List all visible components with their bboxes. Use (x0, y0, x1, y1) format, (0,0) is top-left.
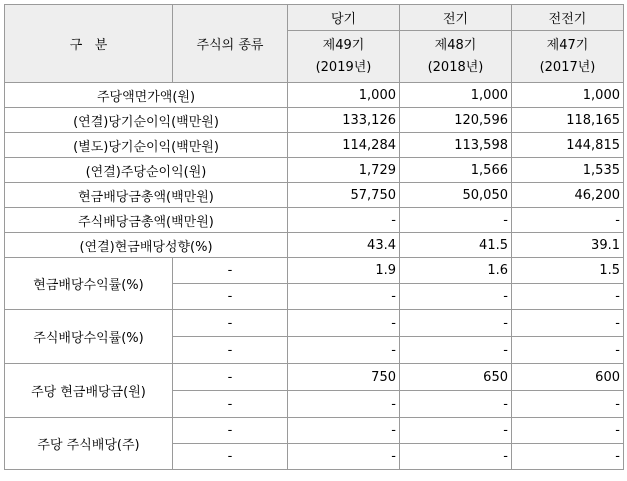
header-period-prior: 전기 (400, 5, 512, 31)
row-label: 주식배당금총액(백만원) (5, 208, 288, 233)
value-cell: - (512, 208, 624, 233)
value-cell: 118,165 (512, 108, 624, 133)
group-label: 주당 주식배당(주) (5, 418, 173, 470)
value-cell: - (288, 310, 400, 337)
value-cell: 133,126 (288, 108, 400, 133)
stock-type-cell: - (173, 310, 288, 337)
value-cell: - (512, 418, 624, 444)
year-label: (2019년) (315, 59, 372, 75)
stock-type-cell: - (173, 391, 288, 418)
table-body (5, 83, 624, 470)
value-cell: 43.4 (288, 233, 400, 258)
table-row (5, 233, 624, 258)
value-cell: - (288, 444, 400, 470)
value-cell: - (288, 208, 400, 233)
stock-type-cell: - (173, 258, 288, 284)
row-label: 주당액면가액(원) (5, 83, 288, 108)
dividend-table (4, 4, 624, 470)
value-cell: - (288, 391, 400, 418)
value-cell: 120,596 (400, 108, 512, 133)
value-cell: - (400, 391, 512, 418)
term-label: 제48기 (434, 37, 477, 53)
table-row (5, 133, 624, 158)
header-term-prior (400, 31, 512, 83)
table-row (5, 83, 624, 108)
group-label: 주식배당수익률(%) (5, 310, 173, 364)
value-cell: 1.5 (512, 258, 624, 284)
header-term-current (288, 31, 400, 83)
stock-type-cell: - (173, 444, 288, 470)
stock-type-cell: - (173, 418, 288, 444)
year-label: (2017년) (539, 59, 596, 75)
header-stock-type: 주식의 종류 (173, 5, 288, 83)
value-cell: - (400, 337, 512, 364)
value-cell: - (400, 208, 512, 233)
value-cell: 41.5 (400, 233, 512, 258)
value-cell: - (512, 391, 624, 418)
value-cell: 1.9 (288, 258, 400, 284)
value-cell: 1.6 (400, 258, 512, 284)
value-cell: 1,566 (400, 158, 512, 183)
header-category: 구 분 (5, 5, 173, 83)
value-cell: - (288, 418, 400, 444)
value-cell: - (400, 444, 512, 470)
header-period-current: 당기 (288, 5, 400, 31)
value-cell: - (512, 310, 624, 337)
value-cell: 113,598 (400, 133, 512, 158)
row-label: 현금배당금총액(백만원) (5, 183, 288, 208)
year-label: (2018년) (427, 59, 484, 75)
row-label: (별도)당기순이익(백만원) (5, 133, 288, 158)
value-cell: - (400, 310, 512, 337)
stock-type-cell: - (173, 284, 288, 310)
value-cell: - (400, 418, 512, 444)
value-cell: 600 (512, 364, 624, 391)
value-cell: - (288, 337, 400, 364)
value-cell: 144,815 (512, 133, 624, 158)
group-label: 현금배당수익률(%) (5, 258, 173, 310)
table-header (5, 5, 624, 83)
group-label: 주당 현금배당금(원) (5, 364, 173, 418)
table-row (5, 158, 624, 183)
value-cell: 57,750 (288, 183, 400, 208)
term-label: 제49기 (322, 37, 365, 53)
row-label: (연결)당기순이익(백만원) (5, 108, 288, 133)
value-cell: 1,535 (512, 158, 624, 183)
value-cell: - (288, 284, 400, 310)
row-label: (연결)주당순이익(원) (5, 158, 288, 183)
value-cell: 1,000 (288, 83, 400, 108)
stock-type-cell: - (173, 337, 288, 364)
value-cell: 39.1 (512, 233, 624, 258)
table-row (5, 364, 624, 391)
table-row (5, 418, 624, 444)
table-row (5, 258, 624, 284)
value-cell: 46,200 (512, 183, 624, 208)
value-cell: - (512, 444, 624, 470)
value-cell: - (400, 284, 512, 310)
term-label: 제47기 (546, 37, 589, 53)
value-cell: - (512, 284, 624, 310)
header-period-prior2: 전전기 (512, 5, 624, 31)
table-row (5, 310, 624, 337)
value-cell: - (512, 337, 624, 364)
table-row (5, 208, 624, 233)
table-row (5, 183, 624, 208)
row-label: (연결)현금배당성향(%) (5, 233, 288, 258)
value-cell: 50,050 (400, 183, 512, 208)
value-cell: 1,000 (512, 83, 624, 108)
stock-type-cell: - (173, 364, 288, 391)
value-cell: 1,729 (288, 158, 400, 183)
value-cell: 114,284 (288, 133, 400, 158)
value-cell: 1,000 (400, 83, 512, 108)
header-term-prior2 (512, 31, 624, 83)
table-row (5, 108, 624, 133)
value-cell: 650 (400, 364, 512, 391)
value-cell: 750 (288, 364, 400, 391)
